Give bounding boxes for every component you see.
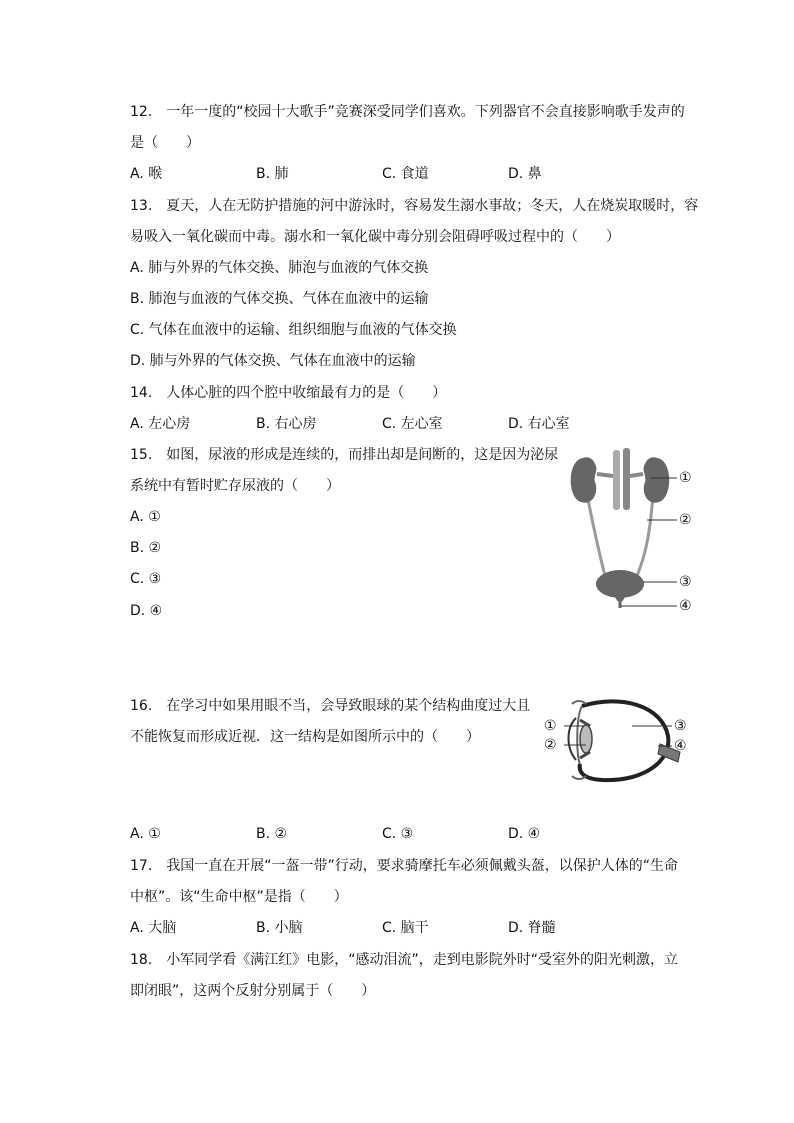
q18-stem-line1: 18. 小军同学看《满江红》电影，“感动泪流”，走到电影院外时“受室外的阳光刺激，立 bbox=[130, 952, 679, 968]
eyeball-figure bbox=[542, 696, 702, 786]
urinary-label-1: ① bbox=[679, 470, 692, 486]
q15-option-c[interactable]: C. ③ bbox=[130, 571, 162, 587]
eye-label-4: ④ bbox=[674, 738, 687, 754]
q16-option-a[interactable]: A. ① bbox=[130, 826, 161, 842]
q16-option-c[interactable]: C. ③ bbox=[382, 826, 414, 842]
q17-option-d[interactable]: D. 脊髓 bbox=[508, 920, 556, 936]
q13-option-d[interactable]: D. 肺与外界的气体交换、气体在血液中的运输 bbox=[130, 353, 416, 369]
q17-option-a[interactable]: A. 大脑 bbox=[130, 920, 177, 936]
q13-stem-line2: 易吸入一氧化碳而中毒。溺水和一氧化碳中毒分别会阻碍呼吸过程中的（ ） bbox=[130, 229, 620, 245]
q15-stem-line2: 系统中有暂时贮存尿液的（ ） bbox=[130, 478, 340, 494]
q13-option-a[interactable]: A. 肺与外界的气体交换、肺泡与血液的气体交换 bbox=[130, 260, 429, 276]
q12-option-c[interactable]: C. 食道 bbox=[382, 166, 429, 182]
q17-option-c[interactable]: C. 脑干 bbox=[382, 920, 429, 936]
q12-stem-line2: 是（ ） bbox=[130, 135, 200, 151]
q12-option-b[interactable]: B. 肺 bbox=[256, 166, 289, 182]
q14-option-c[interactable]: C. 左心室 bbox=[382, 416, 443, 432]
q12-stem-line1: 12. 一年一度的“校园十大歌手”竞赛深受同学们喜欢。下列器官不会直接影响歌手发声的 bbox=[130, 104, 685, 120]
urinary-label-2: ② bbox=[679, 512, 692, 528]
urinary-label-3: ③ bbox=[679, 574, 692, 590]
q15-option-b[interactable]: B. ② bbox=[130, 540, 162, 556]
q16-option-b[interactable]: B. ② bbox=[256, 826, 288, 842]
q13-option-b[interactable]: B. 肺泡与血液的气体交换、气体在血液中的运输 bbox=[130, 291, 429, 307]
q16-stem-line2: 不能恢复而形成近视．这一结构是如图所示中的（ ） bbox=[130, 729, 480, 745]
q12-option-d[interactable]: D. 鼻 bbox=[508, 166, 542, 182]
q17-stem-line2: 中枢”。该“生命中枢”是指（ ） bbox=[130, 889, 348, 905]
eye-label-2: ② bbox=[544, 737, 557, 753]
q12-option-a[interactable]: A. 喉 bbox=[130, 166, 163, 182]
eye-label-1: ① bbox=[544, 718, 557, 734]
q16-stem-line1: 16. 在学习中如果用眼不当，会导致眼球的某个结构曲度过大且 bbox=[130, 698, 531, 714]
q16-option-d[interactable]: D. ④ bbox=[508, 826, 541, 842]
q15-stem-line1: 15. 如图，尿液的形成是连续的，而排出却是间断的，这是因为泌尿 bbox=[130, 447, 559, 463]
urinary-label-4: ④ bbox=[679, 598, 692, 614]
q13-stem-line1: 13. 夏天，人在无防护措施的河中游泳时，容易发生溺水事故；冬天，人在烧炭取暖时，容 bbox=[130, 198, 699, 214]
q14-option-b[interactable]: B. 右心房 bbox=[256, 416, 317, 432]
q13-option-c[interactable]: C. 气体在血液中的运输、组织细胞与血液的气体交换 bbox=[130, 322, 457, 338]
q18-stem-line2: 即闭眼”，这两个反射分别属于（ ） bbox=[130, 983, 376, 999]
q15-option-a[interactable]: A. ① bbox=[130, 509, 161, 525]
q14-stem-line1: 14. 人体心脏的四个腔中收缩最有力的是（ ） bbox=[130, 385, 447, 401]
q14-option-a[interactable]: A. 左心房 bbox=[130, 416, 191, 432]
q14-option-d[interactable]: D. 右心室 bbox=[508, 416, 570, 432]
eye-label-3: ③ bbox=[674, 718, 687, 734]
q15-option-d[interactable]: D. ④ bbox=[130, 603, 163, 619]
urinary-system-figure bbox=[565, 446, 705, 621]
q17-option-b[interactable]: B. 小脑 bbox=[256, 920, 303, 936]
q17-stem-line1: 17. 我国一直在开展“一盔一带”行动，要求骑摩托车必须佩戴头盔，以保护人体的“生命 bbox=[130, 858, 679, 874]
